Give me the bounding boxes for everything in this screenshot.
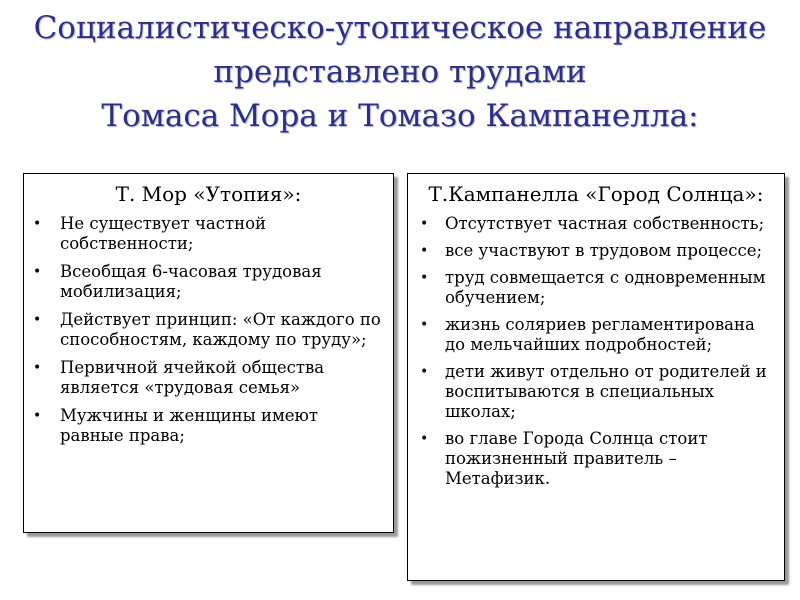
list-item bbox=[24, 214, 393, 254]
list-item-text: труд совмещается с одновременным обучением; bbox=[445, 268, 766, 307]
list-item bbox=[408, 268, 784, 308]
list-item-text: Первичной ячейкой общества является «трудовая семья» bbox=[60, 358, 325, 397]
list-item bbox=[24, 358, 393, 398]
list-item-text: Мужчины и женщины имеют равные права; bbox=[60, 406, 319, 445]
bullet-icon: • bbox=[33, 264, 42, 280]
list-item-text: во главе Города Солнца стоит пожизненный правитель – Метафизик. bbox=[445, 429, 708, 488]
list-item-text: Действует принцип: «От каждого по способностям, каждому по труду»; bbox=[60, 310, 381, 349]
bullet-icon: • bbox=[420, 317, 429, 333]
list-item bbox=[408, 362, 784, 422]
list-item-text: дети живут отдельно от родителей и воспитываются в специальных школах; bbox=[445, 362, 767, 421]
bullet-icon: • bbox=[33, 408, 42, 424]
title-line-1: Социалистическо-утопическое направление bbox=[33, 10, 767, 46]
list-item bbox=[408, 214, 784, 234]
utopia-box bbox=[23, 173, 394, 533]
list-item-text: Не существует частной собственности; bbox=[60, 214, 267, 253]
list-item bbox=[24, 262, 393, 302]
bullet-icon: • bbox=[420, 270, 429, 286]
title-line-3: Томаса Мора и Томазо Кампанелла: bbox=[101, 98, 699, 134]
list-item-text: Всеобщая 6-часовая трудовая мобилизация; bbox=[60, 262, 322, 301]
list-item bbox=[408, 429, 784, 489]
city-of-sun-heading: Т.Кампанелла «Город Солнца»: bbox=[428, 182, 764, 206]
list-item-text: жизнь соляриев регламентирована до мельчайших подробностей; bbox=[445, 315, 755, 354]
bullet-icon: • bbox=[420, 364, 429, 380]
city-of-sun-list bbox=[408, 214, 784, 489]
title-line-2: представлено трудами bbox=[213, 54, 587, 90]
list-item bbox=[408, 241, 784, 261]
list-item bbox=[24, 406, 393, 446]
list-item-text: все участвуют в трудовом процессе; bbox=[445, 241, 763, 260]
bullet-icon: • bbox=[420, 243, 429, 259]
list-item bbox=[24, 310, 393, 350]
bullet-icon: • bbox=[33, 360, 42, 376]
utopia-list bbox=[24, 214, 393, 446]
city-of-sun-box bbox=[407, 173, 785, 581]
bullet-icon: • bbox=[420, 431, 429, 447]
list-item-text: Отсутствует частная собственность; bbox=[445, 214, 765, 233]
bullet-icon: • bbox=[33, 216, 42, 232]
utopia-heading: Т. Мор «Утопия»: bbox=[115, 182, 302, 206]
bullet-icon: • bbox=[33, 312, 42, 328]
slide-title bbox=[0, 6, 800, 138]
bullet-icon: • bbox=[420, 216, 429, 232]
list-item bbox=[408, 315, 784, 355]
